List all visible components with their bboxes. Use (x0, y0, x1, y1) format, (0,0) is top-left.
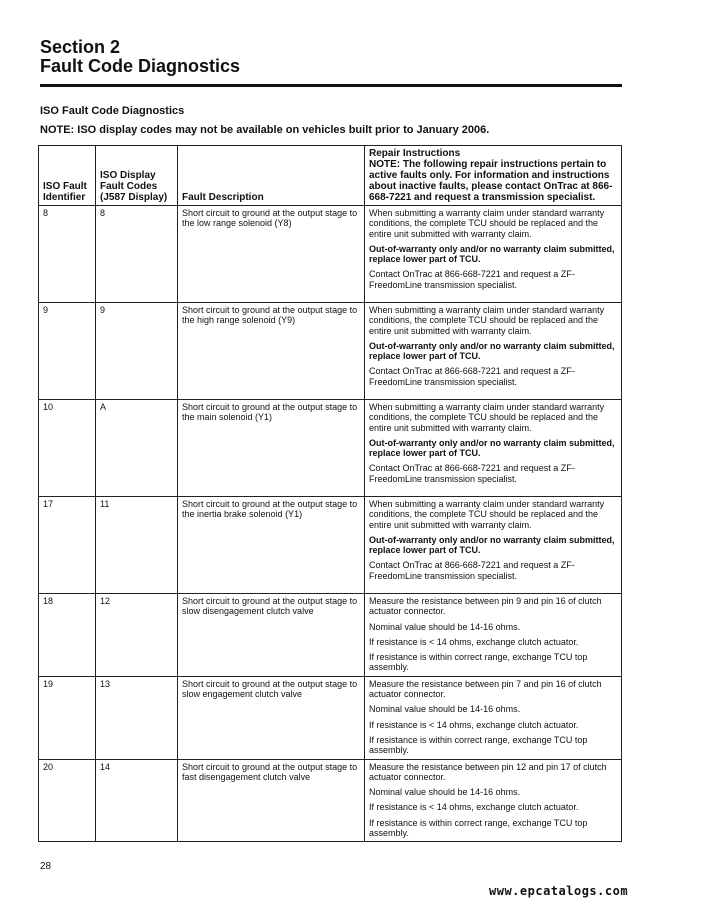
table-row (39, 400, 622, 497)
repair-paragraph: If resistance is within correct range, exchange TCU top assembly. (369, 817, 588, 839)
table-row (39, 676, 622, 759)
repair-paragraph: Out-of-warranty only and/or no warranty claim submitted, replace lower part of TCU. (369, 534, 615, 556)
repair-paragraph: When submitting a warranty claim under standard warranty conditions, the complete TCU should be replaced and the entire unit submitted with warranty claim. (369, 305, 605, 336)
repair-paragraph: Contact OnTrac at 866-668-7221 and request a ZF-FreedomLine transmission specialist. (369, 269, 575, 290)
repair-paragraph: Contact OnTrac at 866-668-7221 and request a ZF-FreedomLine transmission specialist. (369, 366, 575, 387)
heading-rule (40, 84, 622, 87)
repair-instructions-cell (365, 497, 622, 594)
fault-description-cell: Short circuit to ground at the output stage to fast disengagement clutch valve (178, 759, 365, 842)
fault-identifier-cell: 8 (39, 206, 96, 303)
fault-identifier-cell: 17 (39, 497, 96, 594)
fault-identifier-cell: 10 (39, 400, 96, 497)
repair-paragraph: Out-of-warranty only and/or no warranty claim submitted, replace lower part of TCU. (369, 437, 615, 459)
header-repair-note: NOTE: The following repair instructions pertain to active faults only. For information and instructions about inactive faults, please contact OnTrac at 866-668-7221 and request a transmission specialist. (369, 159, 613, 203)
repair-paragraph: Contact OnTrac at 866-668-7221 and request a ZF-FreedomLine transmission specialist. (369, 463, 575, 484)
repair-paragraph: When submitting a warranty claim under standard warranty conditions, the complete TCU should be replaced and the entire unit submitted with warranty claim. (369, 208, 605, 239)
fault-description-cell: Short circuit to ground at the output stage to the high range solenoid (Y9) (178, 303, 365, 400)
fault-identifier-cell: 19 (39, 676, 96, 759)
header-description: Fault Description (178, 146, 365, 206)
repair-paragraph: When submitting a warranty claim under standard warranty conditions, the complete TCU should be replaced and the entire unit submitted with warranty claim. (369, 499, 605, 530)
fault-identifier-cell: 9 (39, 303, 96, 400)
repair-paragraph: Measure the resistance between pin 7 and pin 16 of clutch actuator connector. (369, 678, 602, 700)
repair-instructions-cell (365, 594, 622, 677)
display-code-cell: 11 (96, 497, 178, 594)
display-code-cell: A (96, 400, 178, 497)
fault-description-cell: Short circuit to ground at the output stage to the inertia brake solenoid (Y1) (178, 497, 365, 594)
fault-description-cell: Short circuit to ground at the output stage to the main solenoid (Y1) (178, 400, 365, 497)
repair-paragraph: Contact OnTrac at 866-668-7221 and request a ZF-FreedomLine transmission specialist. (369, 560, 575, 581)
fault-identifier-cell: 20 (39, 759, 96, 842)
table-row (39, 759, 622, 842)
repair-paragraph: Out-of-warranty only and/or no warranty claim submitted, replace lower part of TCU. (369, 243, 615, 265)
header-iso-id: ISO Fault Identifier (39, 146, 96, 206)
repair-paragraph: Nominal value should be 14-16 ohms. (369, 787, 521, 798)
repair-instructions-cell (365, 400, 622, 497)
fault-description-cell: Short circuit to ground at the output stage to slow disengagement clutch valve (178, 594, 365, 677)
subheading: ISO Fault Code Diagnostics (40, 105, 185, 117)
display-code-cell: 9 (96, 303, 178, 400)
repair-paragraph: Out-of-warranty only and/or no warranty claim submitted, replace lower part of TCU. (369, 340, 615, 362)
watermark: www.epcatalogs.com (489, 884, 629, 898)
repair-instructions-cell (365, 206, 622, 303)
repair-instructions-cell (365, 759, 622, 842)
fault-description-cell: Short circuit to ground at the output stage to the low range solenoid (Y8) (178, 206, 365, 303)
display-code-cell: 12 (96, 594, 178, 677)
repair-paragraph: When submitting a warranty claim under standard warranty conditions, the complete TCU should be replaced and the entire unit submitted with warranty claim. (369, 402, 605, 433)
table-row (39, 594, 622, 677)
fault-code-table (38, 145, 622, 842)
display-code-cell: 8 (96, 206, 178, 303)
repair-paragraph: Measure the resistance between pin 9 and pin 16 of clutch actuator connector. (369, 596, 602, 617)
fault-identifier-cell: 18 (39, 594, 96, 677)
repair-paragraph: If resistance is within correct range, exchange TCU top assembly. (369, 734, 588, 756)
repair-paragraph: If resistance is within correct range, exchange TCU top assembly. (369, 652, 588, 673)
note: NOTE: ISO display codes may not be available on vehicles built prior to January 2006. (40, 124, 490, 136)
table-row (39, 303, 622, 400)
repair-paragraph: If resistance is < 14 ohms, exchange clutch actuator. (369, 636, 579, 647)
header-repair (365, 146, 622, 206)
table-row (39, 206, 622, 303)
section-heading (40, 38, 240, 76)
table-header-row (39, 146, 622, 206)
header-repair-title: Repair Instructions (369, 148, 461, 159)
section-title: Fault Code Diagnostics (40, 56, 241, 76)
repair-paragraph: If resistance is < 14 ohms, exchange clutch actuator. (369, 802, 579, 813)
section-label: Section 2 (40, 37, 121, 57)
repair-paragraph: If resistance is < 14 ohms, exchange clutch actuator. (369, 719, 579, 730)
page-number: 28 (40, 861, 52, 872)
repair-instructions-cell (365, 303, 622, 400)
repair-paragraph: Nominal value should be 14-16 ohms. (369, 704, 521, 715)
display-code-cell: 14 (96, 759, 178, 842)
display-code-cell: 13 (96, 676, 178, 759)
repair-paragraph: Measure the resistance between pin 12 and pin 17 of clutch actuator connector. (369, 761, 607, 782)
table-row (39, 497, 622, 594)
header-display-code: ISO Display Fault Codes (J587 Display) (96, 146, 178, 206)
repair-instructions-cell (365, 676, 622, 759)
repair-paragraph: Nominal value should be 14-16 ohms. (369, 621, 521, 632)
fault-description-cell: Short circuit to ground at the output stage to slow engagement clutch valve (178, 676, 365, 759)
